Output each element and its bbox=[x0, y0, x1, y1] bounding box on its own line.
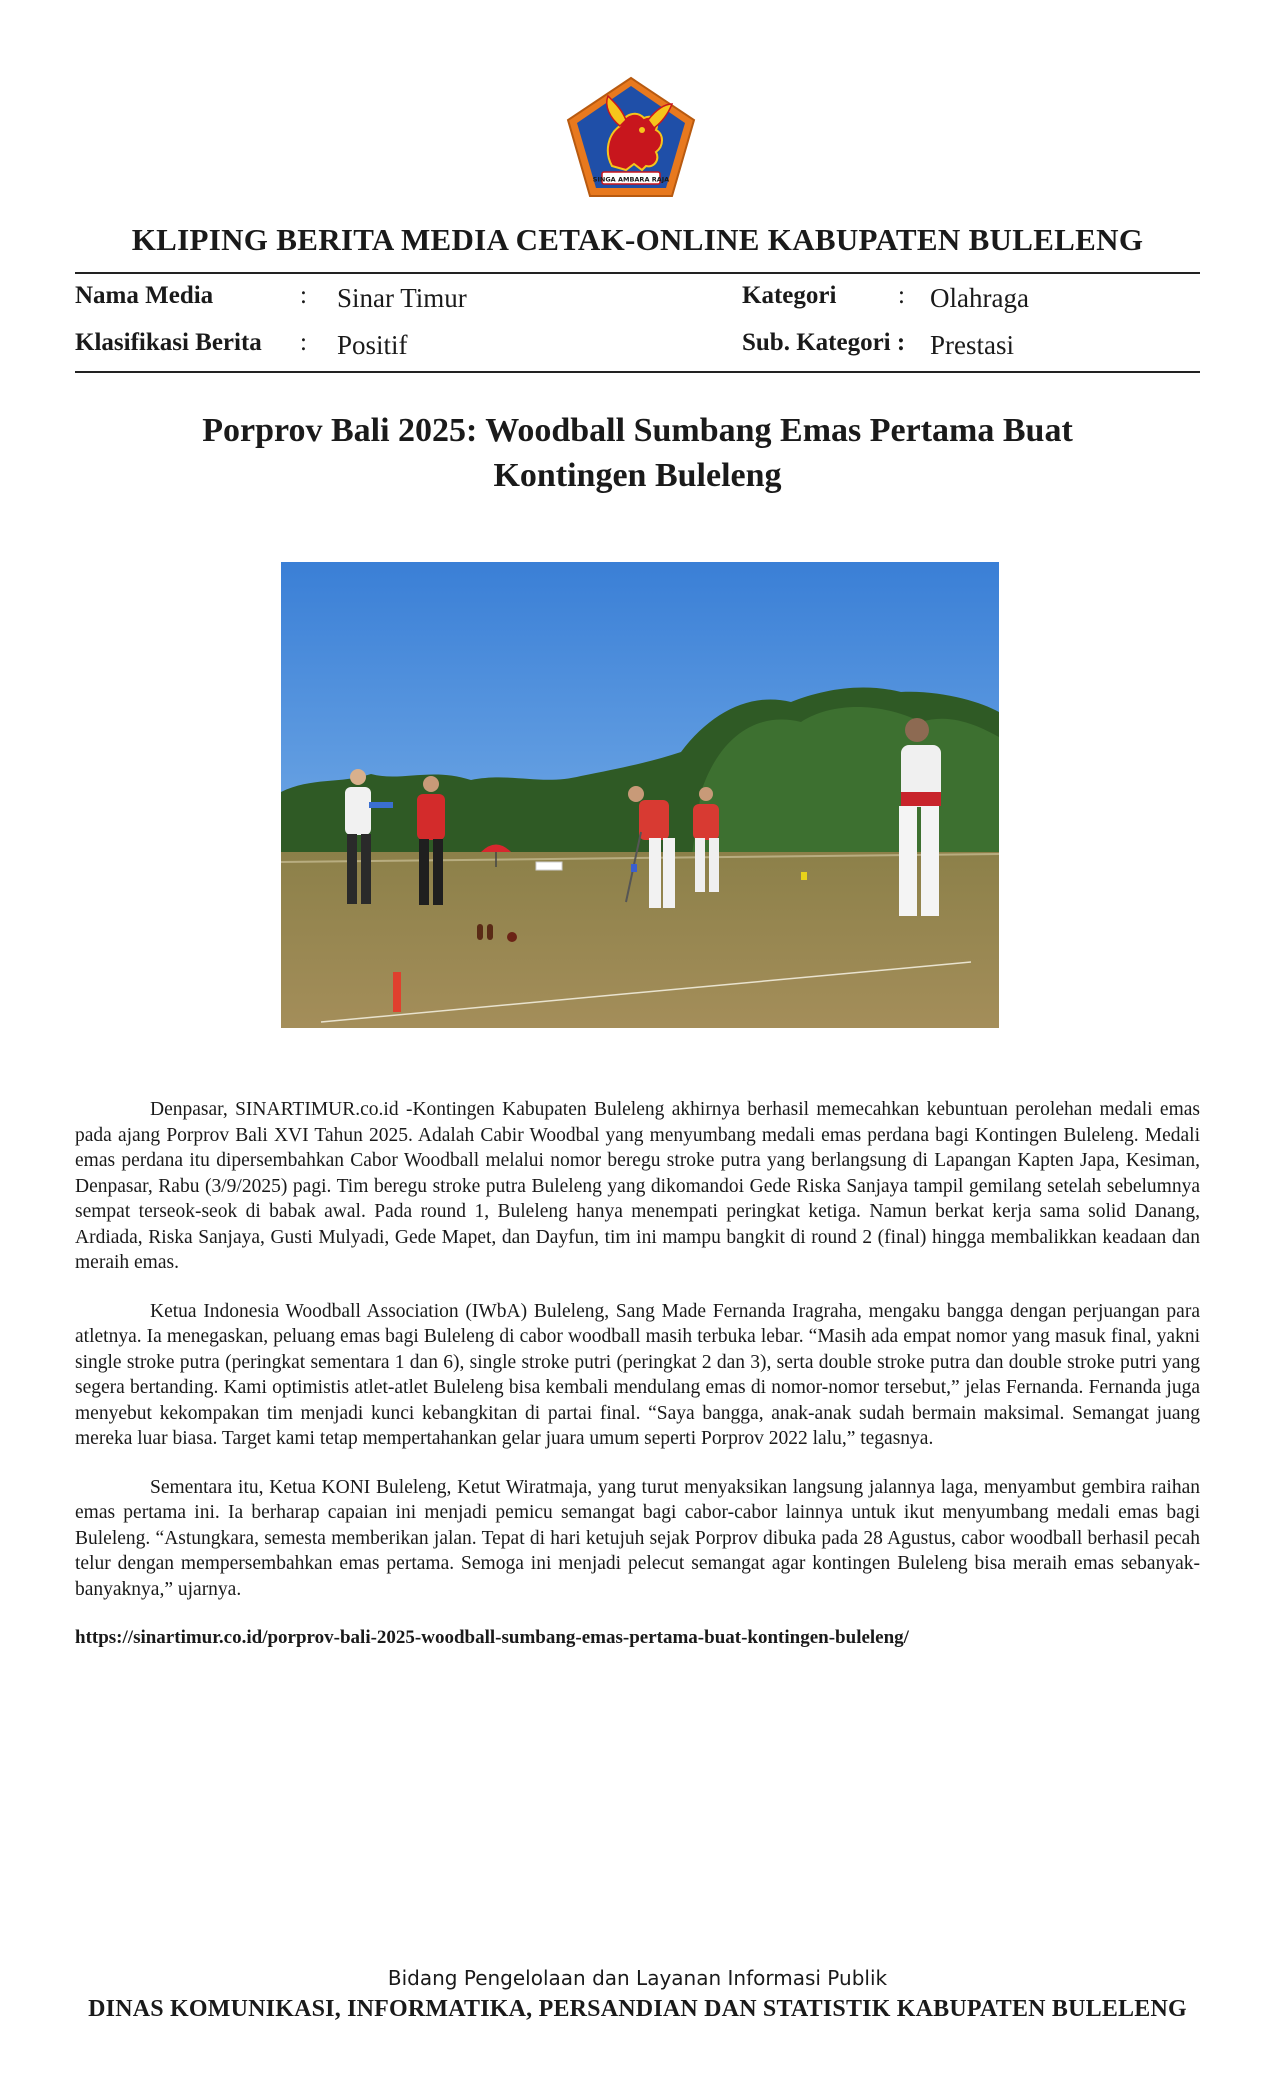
classification-colon: : bbox=[300, 329, 307, 356]
header-divider-top bbox=[75, 272, 1200, 274]
article-headline bbox=[120, 408, 1155, 498]
kliping-title: KLIPING BERITA MEDIA CETAK-ONLINE KABUPATEN BULELENG bbox=[131, 222, 1144, 257]
footer-division: Bidang Pengelolaan dan Layanan Informasi Publik bbox=[387, 1966, 888, 1990]
emblem-ribbon-text: SINGA AMBARA RAJA bbox=[592, 175, 670, 184]
media-name-label: Nama Media bbox=[75, 282, 214, 309]
article-paragraph-3: Sementara itu, Ketua KONI Buleleng, Ketut Wiratmaja, yang turut menyaksikan langsung jalannya laga, menyambut gembira raihan emas pertama ini. Ia berharap capaian ini menjadi pemicu semangat bagi cabor-cabor lainnya untuk ikut menyumbang medali emas bagi Buleleng. “Astungkara, semesta memberikan jalan. Tepat di hari ketujuh sejak Porprov dibuka pada 28 Agustus, cabor woodball berhasil pecah telur dengan mempersembahkan emas pertama. Semoga ini menjadi pelecut semangat agar kontingen Buleleng bisa meraih emas sebanyak-banyaknya,” ujarnya. bbox=[75, 1476, 1200, 1600]
article-body bbox=[75, 1097, 1200, 1625]
category-value: Olahraga bbox=[930, 283, 1029, 313]
source-url-link[interactable]: https://sinartimur.co.id/porprov-bali-2025-woodball-sumbang-emas-pertama-buat-kontingen-buleleng/ bbox=[75, 1627, 909, 1648]
classification-label: Klasifikasi Berita bbox=[75, 329, 262, 356]
headline-line-2: Kontingen Buleleng bbox=[493, 457, 782, 494]
category-label: Kategori bbox=[742, 282, 837, 309]
article-photo-woodball-match bbox=[281, 562, 999, 1028]
headline-line-1: Porprov Bali 2025: Woodball Sumbang Emas Pertama Buat bbox=[202, 412, 1073, 449]
header-divider-bottom bbox=[75, 371, 1200, 373]
subcategory-label: Sub. Kategori : bbox=[742, 329, 906, 356]
media-name-value: Sinar Timur bbox=[337, 283, 467, 313]
category-colon: : bbox=[898, 282, 905, 309]
article-paragraph-2: Ketua Indonesia Woodball Association (IWbA) Buleleng, Sang Made Fernanda Iragraha, mengaku bangga dengan perjuangan para atletnya. Ia menegaskan, peluang emas bagi Buleleng di cabor woodball masih terbuka lebar. “Masih ada empat nomor yang masuk final, yakni single stroke putra (peringkat sementara 1 dan 6), single stroke putri (peringkat 2 dan 3), serta double stroke putra dan double stroke putri yang segera bertanding. Kami optimistis atlet-atlet Buleleng bisa kembali mendulang emas di nomor-nomor tersebut,” jelas Fernanda. Fernanda juga menyebut kekompakan tim menjadi kunci kebangkitan di partai final. “Saya bangga, anak-anak sudah bermain maksimal. Semangat juang mereka luar biasa. Target kami tetap mempertahankan gelar juara umum seperti Porprov 2022 lalu,” tegasnya. bbox=[75, 1300, 1200, 1449]
footer-agency: DINAS KOMUNIKASI, INFORMATIKA, PERSANDIAN DAN STATISTIK KABUPATEN BULELENG bbox=[88, 1996, 1187, 2022]
media-name-colon: : bbox=[300, 282, 307, 309]
buleleng-regency-emblem bbox=[564, 74, 698, 200]
classification-value: Positif bbox=[337, 330, 408, 360]
article-paragraph-1: Denpasar, SINARTIMUR.co.id -Kontingen Kabupaten Buleleng akhirnya berhasil memecahkan kebuntuan perolehan medali emas pada ajang Porprov Bali XVI Tahun 2025. Adalah Cabir Woodbal yang menyumbang medali emas perdana bagi Kontingen Buleleng. Medali emas perdana itu dipersembahkan Cabor Woodball melalui nomor beregu stroke putra yang berlangsung di Lapangan Kapten Japa, Kesiman, Denpasar, Rabu (3/9/2025) pagi. Tim beregu stroke putra Buleleng yang dikomandoi Gede Riska Sanjaya tampil gemilang setelah sebelumnya sempat terseok-seok di babak awal. Pada round 1, Buleleng hanya menempati peringkat ketiga. Namun berkat kerja sama solid Danang, Ardiada, Riska Sanjaya, Gusti Mulyadi, Gede Mapet, dan Dayfun, tim ini mampu bangkit di round 2 (final) hingga membalikkan keadaan dan meraih emas. bbox=[75, 1099, 1200, 1273]
subcategory-value: Prestasi bbox=[930, 330, 1014, 360]
